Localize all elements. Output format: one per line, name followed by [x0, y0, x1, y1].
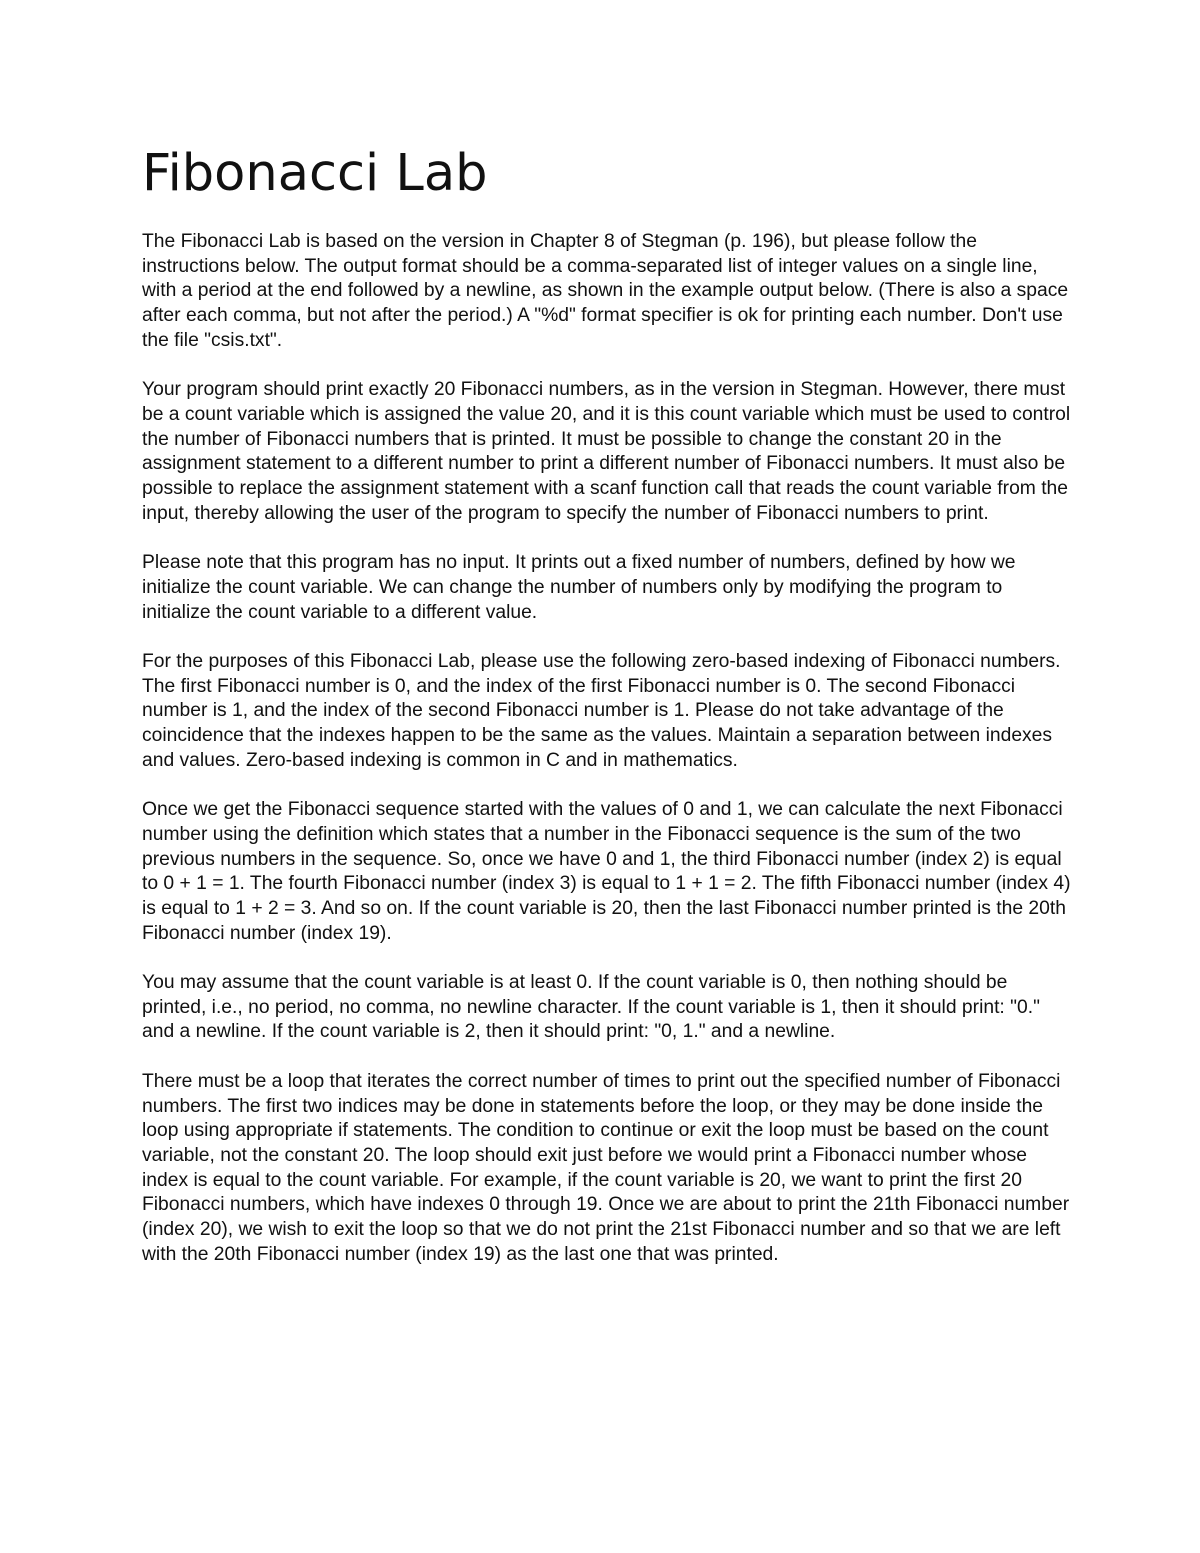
page-title: Fibonacci Lab — [142, 144, 488, 203]
document-body — [142, 230, 1072, 1267]
paragraph-intro: The Fibonacci Lab is based on the version in Chapter 8 of Stegman (p. 196), but please follow the instructions below. The output format should be a comma-separated list of integer values on a single line, with a period at the end followed by a newline, as shown in the example output below. (There is also a space after each comma, but not after the period.) A "%d" format specifier is ok for printing each number. Don't use the file "csis.txt". — [142, 231, 1069, 351]
paragraph-sequence-definition: Once we get the Fibonacci sequence started with the values of 0 and 1, we can calculate the next Fibonacci number using the definition which states that a number in the Fibonacci sequence is the sum of the two previous numbers in the sequence. So, once we have 0 and 1, the third Fibonacci number (index 2) is equal to 0 + 1 = 1. The fourth Fibonacci number (index 3) is equal to 1 + 1 = 2. The fifth Fibonacci number (index 4) is equal to 1 + 2 = 3. And so on. If the count variable is 20, then the last Fibonacci number printed is the 20th Fibonacci number (index 19). — [142, 799, 1071, 944]
paragraph-loop-requirement: There must be a loop that iterates the correct number of times to print out the specified number of Fibonacci numbers. The first two indices may be done in statements before the loop, or they may be done inside the loop using appropriate if statements. The condition to continue or exit the loop must be based on the count variable, not the constant 20. The loop should exit just before we would print a Fibonacci number whose index is equal to the count variable. For example, if the count variable is 20, we want to print the first 20 Fibonacci numbers, which have indexes 0 through 19. Once we are about to print the 21th Fibonacci number (index 20), we wish to exit the loop so that we do not print the 21st Fibonacci number and so that we are left with the 20th Fibonacci number (index 19) as the last one that was printed. — [142, 1070, 1070, 1265]
document-content — [142, 136, 1072, 1292]
paragraph-count-requirement: Your program should print exactly 20 Fibonacci numbers, as in the version in Stegman. However, there must be a count variable which is assigned the value 20, and it is this count variable which must be used to control the number of Fibonacci numbers that is printed. It must be possible to change the constant 20 in the assignment statement to a different number to print a different number of Fibonacci numbers. It must also be possible to replace the assignment statement with a scanf function call that reads the count variable from the input, thereby allowing the user of the program to specify the number of Fibonacci numbers to print. — [142, 379, 1071, 524]
paragraph-zero-based-indexing: For the purposes of this Fibonacci Lab, please use the following zero-based indexing of Fibonacci numbers. The first Fibonacci number is 0, and the index of the first Fibonacci number is 0. The second Fibonacci number is 1, and the index of the second Fibonacci number is 1. Please do not take advantage of the coincidence that the indexes happen to be the same as the values. Maintain a separation between indexes and values. Zero-based indexing is common in C and in mathematics. — [142, 650, 1061, 771]
paragraph-no-input: Please note that this program has no input. It prints out a fixed number of numbers, defined by how we initialize the count variable. We can change the number of numbers only by modifying the program to initialize the count variable to a different value. — [142, 552, 1016, 623]
paragraph-edge-cases: You may assume that the count variable is at least 0. If the count variable is 0, then nothing should be printed, i.e., no period, no comma, no newline character. If the count variable is 1, then it should print: "0." and a newline. If the count variable is 2, then it should print: "0, 1." and a newline. — [142, 972, 1040, 1043]
